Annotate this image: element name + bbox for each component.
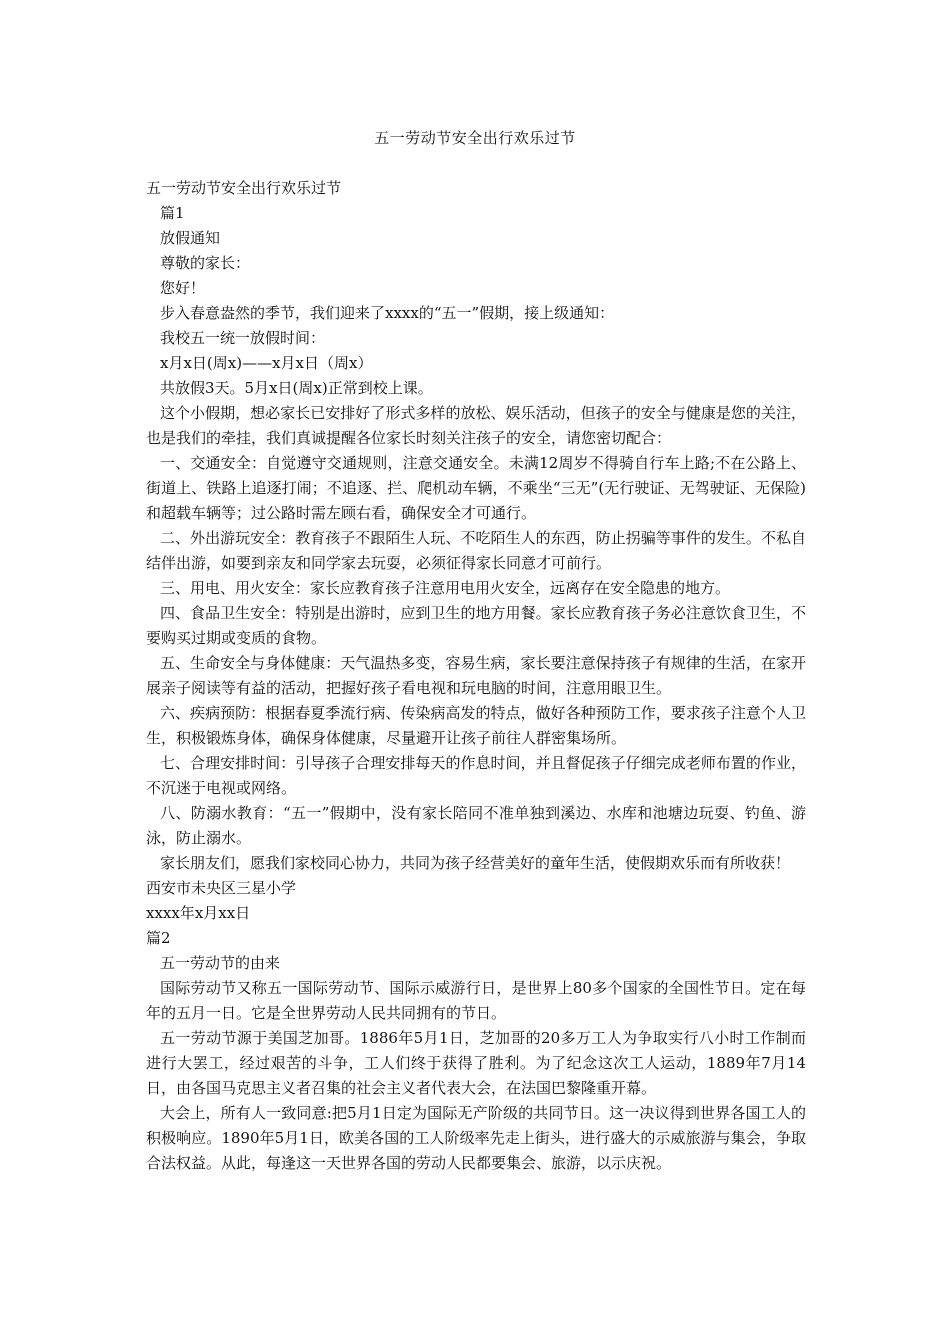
safety-item-4: 四、食品卫生安全：特别是出游时，应到卫生的地方用餐。家长应教育孩子务必注意饮食卫生，不要购买过期或变质的食物。 [146,604,806,647]
paragraph: 我校五一统一放假时间： [160,329,326,347]
greeting: 您好！ [160,279,206,297]
safety-item-1: 一、交通安全：自觉遵守交通规则，注意交通安全。未满12周岁不得骑自行车上路;不在公路上、街道上、铁路上追逐打闹；不追逐、拦、爬机动车辆，不乘坐“三无”(无行驶证、无驾驶证、无保险)和超载车辆等；过公路时需左顾右看，确保安全才可通行。 [146,454,806,522]
safety-item-7: 七、合理安排时间：引导孩子合理安排每天的作息时间，并且督促孩子仔细完成老师布置的作业，不沉迷于电视或网络。 [146,754,806,797]
signature-school: 西安市未央区三星小学 [146,879,297,897]
paragraph: 共放假3天。5月x日(周x)正常到校上课。 [160,379,433,397]
notice-heading: 放假通知 [160,229,221,247]
document-body [146,176,806,1176]
paragraph: 大会上，所有人一致同意:把5月1日定为国际无产阶级的共同节日。这一决议得到世界各国工人的积极响应。1890年5月1日，欧美各国的工人阶级率先走上街头，进行盛大的示威旅游与集会，争取合法权益。从此，每逢这一天世界各国的劳动人民都要集会、旅游，以示庆祝。 [146,1104,806,1172]
paragraph: 五一劳动节源于美国芝加哥。1886年5月1日，芝加哥的20多万工人为争取实行八小时工作制而进行大罢工，经过艰苦的斗争，工人们终于获得了胜利。为了纪念这次工人运动，1889年7月14日，由各国马克思主义者召集的社会主义者代表大会，在法国巴黎隆重开幕。 [146,1029,806,1097]
closing-paragraph: 家长朋友们，愿我们家校同心协力，共同为孩子经营美好的童年生活，使假期欢乐而有所收获！ [160,854,791,872]
holiday-dates: x月x日(周x)——x月x日（周x） [160,354,373,372]
paragraph: 步入春意盎然的季节，我们迎来了xxxx的“五一”假期，接上级通知： [160,304,615,322]
signature-date: xxxx年x月xx日 [146,904,251,922]
body-heading: 五一劳动节安全出行欢乐过节 [146,179,342,197]
safety-item-8: 八、防溺水教育：“五一”假期中，没有家长陪同不准单独到溪边、水库和池塘边玩耍、钓鱼、游泳，防止溺水。 [146,804,806,847]
paragraph: 这个小假期，想必家长已安排好了形式多样的放松、娱乐活动，但孩子的安全与健康是您的关注，也是我们的牵挂，我们真诚提醒各位家长时刻关注孩子的安全，请您密切配合： [146,404,806,447]
safety-item-6: 六、疾病预防：根据春夏季流行病、传染病高发的特点，做好各种预防工作，要求孩子注意个人卫生，积极锻炼身体，确保身体健康，尽量避开让孩子前往人群密集场所。 [146,704,806,747]
section-heading: 五一劳动节的由来 [160,954,281,972]
salutation: 尊敬的家长： [160,254,251,272]
safety-item-3: 三、用电、用火安全：家长应教育孩子注意用电用火安全，远离存在安全隐患的地方。 [160,579,731,597]
safety-item-2: 二、外出游玩安全：教育孩子不跟陌生人玩、不吃陌生人的东西，防止拐骗等事件的发生。不私自结伴出游，如要到亲友和同学家去玩耍，必须征得家长同意才可前行。 [146,529,806,572]
section-label-2: 篇2 [146,929,171,947]
paragraph: 国际劳动节又称五一国际劳动节、国际示威游行日，是世界上80多个国家的全国性节日。定在每年的五月一日。它是全世界劳动人民共同拥有的节日。 [146,979,806,1022]
document-title: 五一劳动节安全出行欢乐过节 [374,129,576,147]
safety-item-5: 五、生命安全与身体健康：天气温热多变，容易生病，家长要注意保持孩子有规律的生活，在家开展亲子阅读等有益的活动，把握好孩子看电视和玩电脑的时间，注意用眼卫生。 [146,654,806,697]
section-label-1: 篇1 [160,204,185,222]
